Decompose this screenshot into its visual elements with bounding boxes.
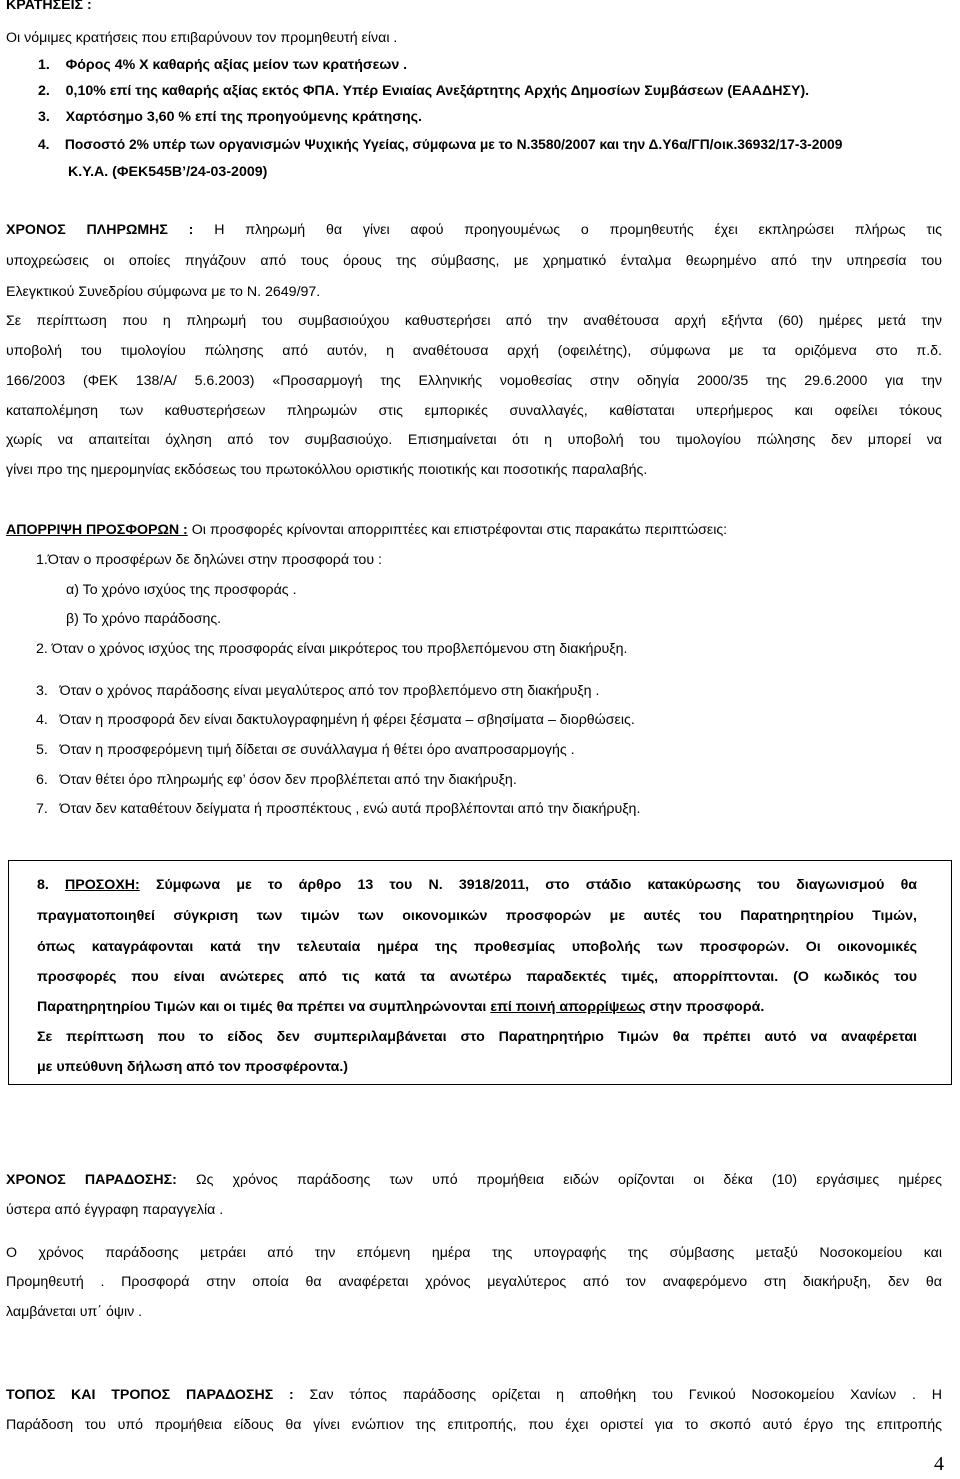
notice-box (8, 860, 952, 1085)
notice-first: Σύμφωνα με το άρθρο 13 του Ν. 3918/2011, στο στάδιο κατακύρωσης του διαγωνισμού θα (155, 877, 917, 893)
rejection-num: 6. (36, 772, 48, 788)
rejection-num: 5. (36, 742, 48, 758)
notice-line-4: προσφορές που είναι ανώτερες από τις κατά τα ανωτέρω παραδεκτές τιμές, απορρίπτονται. (Ο κωδικός του (37, 969, 917, 985)
payment-paragraph-line-1 (6, 221, 942, 239)
notice-line5-post: στην προσφορά. (645, 999, 765, 1015)
rejection-item-1: 1.Όταν ο προσφέρων δε δηλώνει στην προσφορά του : (36, 552, 382, 568)
payment-line-6: 166/2003 (ΦΕΚ 138/Α/ 5.6.2003) «Προσαρμογή της Ελληνικής νομοθεσίας στην οδηγία 2000/35 της 29.6.2000 για την (6, 373, 942, 389)
retention-item-1 (38, 56, 407, 74)
payment-line-8: χωρίς να απαιτείται όχληση από τον συμβασιούχο. Επισημαίνεται ότι η υποβολή του τιμολογίου πώλησης δεν μπορεί να (6, 432, 942, 448)
retention-item-4 (38, 136, 842, 154)
delivery-time-line-2: ύστερα από έγγραφη παραγγελία . (6, 1202, 224, 1218)
retention-item-3 (38, 108, 422, 126)
payment-line-2: υποχρεώσεις οι οποίες πηγάζουν από τους όρους της σύμβασης, με χρηματικό ένταλμα θεωρημένο από την υπηρεσία του (6, 253, 942, 269)
retention-item-4-cont: Κ.Υ.Α. (ΦΕΚ545Β’/24-03-2009) (68, 164, 268, 180)
section-title-retentions: ΚΡΑΤΗΣΕΙΣ : (6, 0, 92, 13)
payment-line-9: γίνει προ της ημερομηνίας εκδόσεως του πρωτοκόλλου οριστικής ποιοτικής και ποσοτικής παραλαβής. (6, 462, 648, 478)
notice-line5-underlined: επί ποινή απορρίψεως (490, 999, 646, 1015)
rejection-item-7 (36, 800, 640, 818)
rejection-item-2: 2. Όταν ο χρόνος ισχύος της προσφοράς είναι μικρότερος του προβλεπόμενου στη διακήρυξη. (36, 641, 628, 657)
delivery-place-line-2: Παράδοση του υπό προμήθεια είδους θα γίνει ενώπιον της επιτροπής, που έχει οριστεί για το σκοπό αυτό έργο της επιτροπής (6, 1417, 942, 1433)
notice-line-3: όπως καταγράφονται κατά την τελευταία ημέρα της προθεσμίας υποβολής των προσφορών. Οι οικονομικές (37, 939, 917, 955)
retention-text: Χαρτόσημο 3,60 % επί της προηγούμενης κράτησης. (65, 109, 422, 125)
delivery-time-line-4: Προμηθευτή . Προσφορά στην οποία θα αναφέρεται χρόνος μεγαλύτερος από τον αναφερόμενο στη διακήρυξη, δεν θα (6, 1274, 942, 1290)
rejection-num: 3. (36, 683, 48, 699)
rejection-text: Όταν δεν καταθέτουν δείγματα ή προσπέκτους , ενώ αυτά προβλέπονται από την διακήρυξη. (59, 801, 641, 817)
retentions-intro: Οι νόμιμες κρατήσεις που επιβαρύνουν τον προμηθευτή είναι . (6, 30, 398, 46)
delivery-time-text: Ως χρόνος παράδοσης των υπό προμήθεια ειδών ορίζονται οι δέκα (10) εργάσιμες ημέρες (196, 1172, 942, 1188)
notice-line-7: με υπεύθυνη δήλωση από τον προσφέροντα.) (37, 1059, 349, 1075)
payment-line-4: Σε περίπτωση που η πληρωμή του συμβασιούχου καθυστερήσει από την αναθέτουσα αρχή εξήντα (60) ημέρες μετά την (6, 313, 942, 329)
delivery-time-heading: ΧΡΟΝΟΣ ΠΑΡΑΔΟΣΗΣ: (6, 1172, 177, 1188)
payment-text: Η πληρωμή θα γίνει αφού προηγουμένως ο προμηθευτής έχει εκπληρώσει πλήρως τις (214, 222, 942, 238)
delivery-time-line-1 (6, 1171, 942, 1189)
rejection-item-1a: α) Το χρόνο ισχύος της προσφοράς . (66, 582, 297, 598)
rejection-item-3 (36, 682, 599, 700)
retention-num: 4. (38, 137, 50, 152)
delivery-time-line-3: Ο χρόνος παράδοσης μετράει από την επόμενη ημέρα της υπογραφής της σύμβασης μεταξύ Νοσοκομείου και (6, 1245, 942, 1261)
rejection-item-6 (36, 771, 517, 789)
rejection-text: Όταν η προσφορά δεν είναι δακτυλογραφημένη ή φέρει ξέσματα – σβησίματα – διορθώσεις. (59, 712, 635, 728)
notice-line-2: πραγματοποιηθεί σύγκριση των τιμών των οικονομικών προσφορών με αυτές του Παρατηρητηρίου Τιμών, (37, 908, 917, 924)
notice-line-6: Σε περίπτωση που το είδος δεν συμπεριλαμβάνεται στο Παρατηρητήριο Τιμών θα πρέπει αυτό να αναφέρεται (37, 1029, 917, 1045)
retention-num: 1. (38, 57, 50, 73)
notice-num: 8. (37, 877, 49, 893)
notice-line-5 (37, 998, 764, 1016)
payment-line-5: υποβολή του τιμολογίου πώλησης από αυτόν, η αναθέτουσα αρχή (οφειλέτης), σύμφωνα με τα οριζόμενα στο π.δ. (6, 343, 942, 359)
retention-item-2 (38, 82, 809, 100)
payment-line-3: Ελεγκτικού Συνεδρίου σύμφωνα με το Ν. 2649/97. (6, 284, 321, 300)
notice-line-1 (37, 876, 917, 894)
delivery-place-first: Σαν τόπος παράδοσης ορίζεται η αποθήκη του Γενικού Νοσοκομείου Χανίων . Η (309, 1387, 942, 1403)
payment-line-7: καταπολέμηση των καθυστερήσεων πληρωμών στις εμπορικές συναλλαγές, καθίσταται υπερήμερος και οφείλει τόκους (6, 403, 942, 419)
notice-label: ΠΡΟΣΟΧΗ: (65, 877, 140, 893)
rejection-heading-line (6, 521, 727, 539)
retention-text: 0,10% επί της καθαρής αξίας εκτός ΦΠΑ. Υπέρ Ενιαίας Ανεξάρτητης Αρχής Δημοσίων Συμβάσεων (ΕΑΑΔΗΣΥ). (65, 83, 810, 99)
rejection-text: Όταν θέτει όρο πληρωμής εφ’ όσον δεν προβλέπεται από την διακήρυξη. (59, 772, 517, 788)
rejection-text: Όταν ο χρόνος παράδοσης είναι μεγαλύτερος από τον προβλεπόμενο στη διακήρυξη . (59, 683, 600, 699)
notice-line5-pre: Παρατηρητηρίου Τιμών και οι τιμές θα πρέπει να συμπληρώνονται (37, 999, 491, 1015)
rejection-num: 7. (36, 801, 48, 817)
rejection-text: Όταν η προσφερόμενη τιμή δίδεται σε συνάλλαγμα ή θέτει όρο αναπροσαρμογής . (59, 742, 575, 758)
delivery-place-heading: ΤΟΠΟΣ ΚΑΙ ΤΡΟΠΟΣ ΠΑΡΑΔΟΣΗΣ : (6, 1387, 294, 1403)
retention-text: Φόρος 4% Χ καθαρής αξίας μείον των κρατήσεων . (65, 57, 408, 73)
retention-num: 2. (38, 83, 50, 99)
rejection-item-1b: β) Το χρόνο παράδοσης. (66, 611, 222, 627)
payment-heading: ΧΡΟΝΟΣ ΠΛΗΡΩΜΗΣ : (6, 222, 194, 238)
rejection-num: 4. (36, 712, 48, 728)
delivery-time-line-5: λαμβάνεται υπ΄ όψιν . (6, 1304, 143, 1320)
delivery-place-line-1 (6, 1386, 942, 1404)
page-number: 4 (934, 1453, 944, 1475)
rejection-intro: Οι προσφορές κρίνονται απορριπτέες και επιστρέφονται στις παρακάτω περιπτώσεις: (191, 522, 728, 538)
rejection-item-4 (36, 711, 635, 729)
retention-text: Ποσοστό 2% υπέρ των οργανισμών Ψυχικής Υγείας, σύμφωνα με το Ν.3580/2007 και την Δ.Υ6α/ΓΠ/οικ.36932/17-3-2009 (64, 137, 843, 152)
rejection-heading: ΑΠΟΡΡΙΨΗ ΠΡΟΣΦΟΡΩΝ : (6, 522, 188, 538)
rejection-item-5 (36, 741, 575, 759)
retention-num: 3. (38, 109, 50, 125)
